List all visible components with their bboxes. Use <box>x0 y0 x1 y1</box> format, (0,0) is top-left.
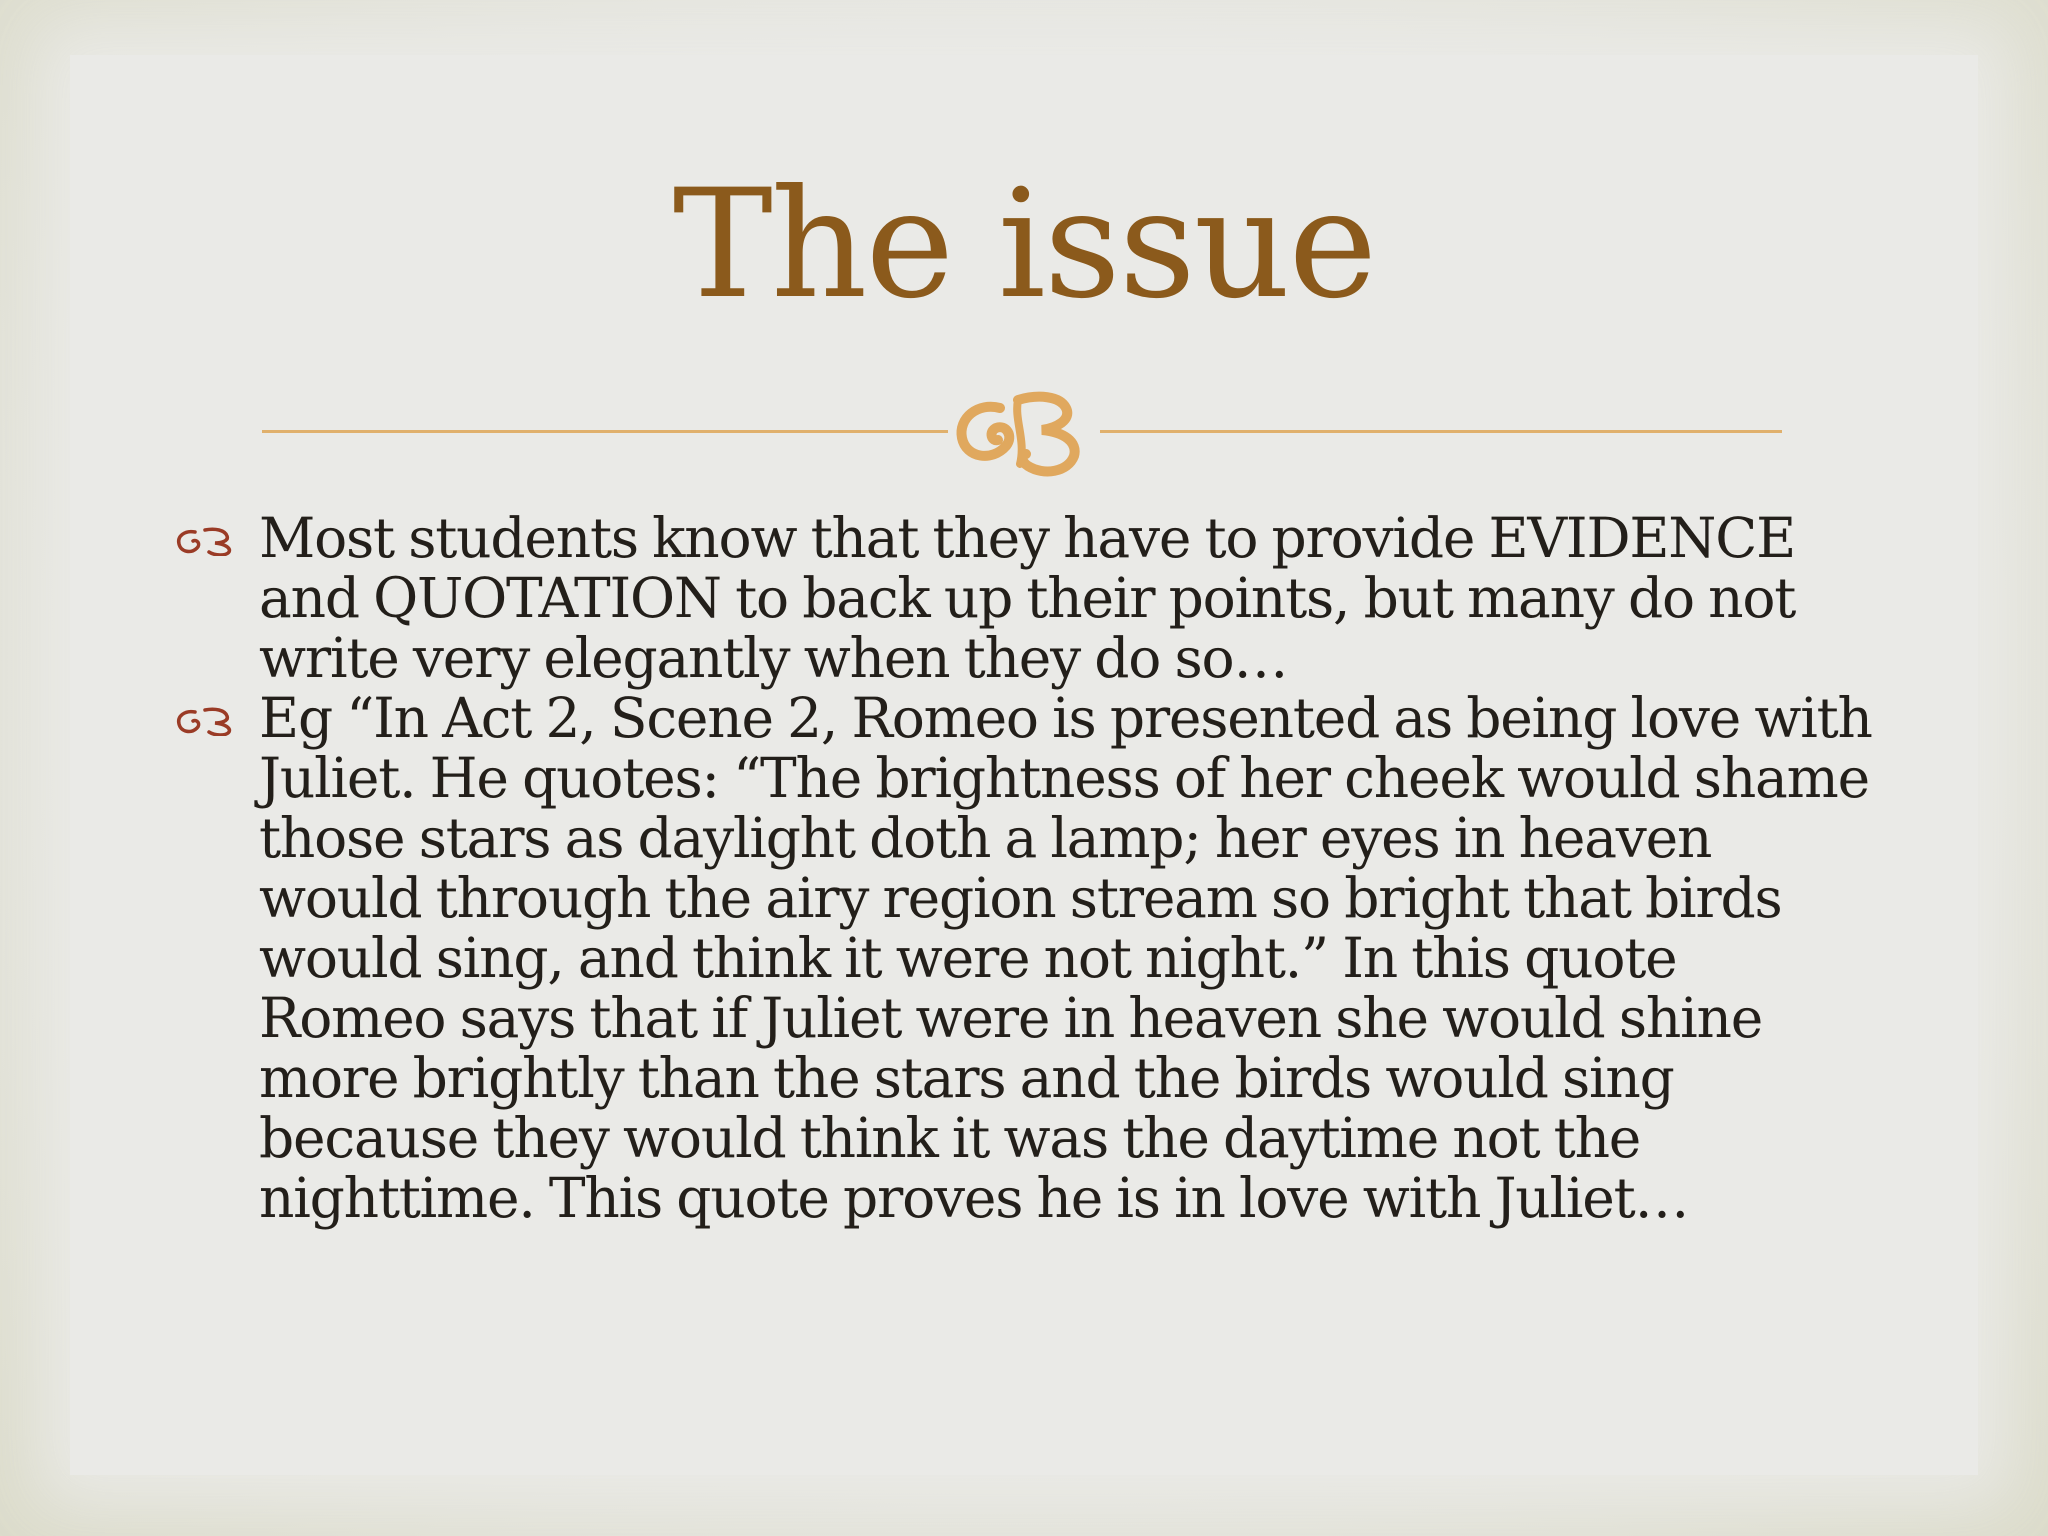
bullet-item <box>175 688 1875 1228</box>
bullet-text: Eg “In Act 2, Scene 2, Romeo is presented as being love with Juliet. He quotes: “The brightness of her cheek would shame those stars as daylight doth a lamp; her eyes in heaven would through the airy region stream so bright that birds would sing, and think it were not night.” In this quote Romeo says that if Juliet were in heaven she would shine more brightly than the stars and the birds would sing because they would think it was the daytime not the nighttime. This quote proves he is in love with Juliet… <box>259 686 1872 1230</box>
flourish-icon <box>948 380 1100 480</box>
slide-body <box>175 508 1875 1228</box>
bullet-text: Most students know that they have to provide EVIDENCE and QUOTATION to back up their points, but many do not write very elegantly when they do so… <box>259 506 1796 690</box>
slide-title: The issue <box>672 158 1376 332</box>
bullet-item <box>175 508 1875 688</box>
flourish-bullet-icon <box>175 706 235 736</box>
flourish-bullet-icon <box>175 526 235 556</box>
